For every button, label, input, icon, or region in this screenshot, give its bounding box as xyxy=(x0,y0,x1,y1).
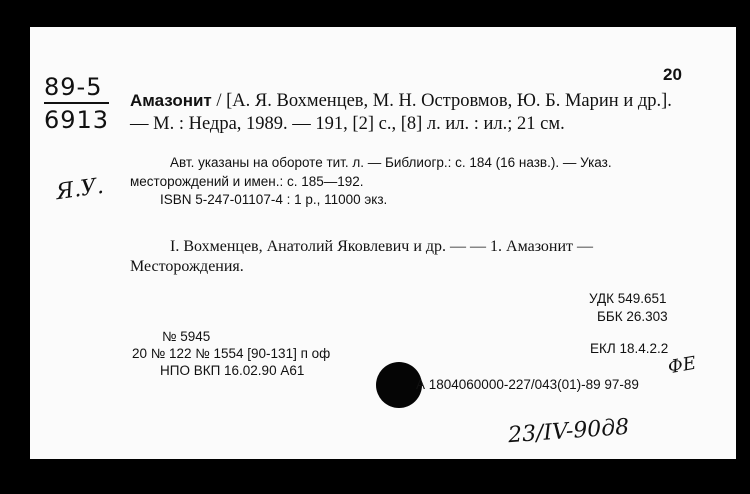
entry-description: / [А. Я. Вохменцев, М. Н. Островмов, Ю. Б. Марин и др.]. — М. : Недра, 1989. — 191, [2] с., [8] л. ил. : ил.; 21 см. xyxy=(130,91,672,134)
tracings-text: I. Вохменцев, Анатолий Яковлевич и др. — — 1. Амазонит — Месторождения. xyxy=(130,238,594,275)
handwritten-call-number xyxy=(44,75,109,132)
main-entry xyxy=(130,89,690,136)
notes-block xyxy=(130,153,695,191)
publisher-info: НПО ВКП 16.02.90 А61 xyxy=(160,363,305,378)
production-number: № 5945 xyxy=(162,329,211,344)
entry-title: Амазонит xyxy=(130,91,212,110)
catalog-card xyxy=(30,27,736,459)
handwritten-bottom-note: 23/IV-90д8 xyxy=(507,414,631,449)
call-number-line2: 6913 xyxy=(44,106,110,134)
udk-code: УДК 549.651 xyxy=(589,291,667,306)
ekl-code: ЕКЛ 18.4.2.2 xyxy=(590,341,669,356)
call-number-line1: 89-5 xyxy=(44,75,109,104)
isbn-line: ISBN 5-247-01107-4 : 1 р., 11000 экз. xyxy=(160,192,388,207)
handwritten-marginal-note: Я.У. xyxy=(54,173,106,206)
authors-bibliography-note: Авт. указаны на обороте тит. л. — Библиогр.: с. 184 (16 назв.). — Указ. месторождений и имен.: с. 185—192. xyxy=(130,155,612,189)
tracings xyxy=(130,237,695,277)
card-number: 20 xyxy=(663,65,682,84)
handwritten-corner-mark: ФЕ xyxy=(666,352,698,379)
classification-code: А 1804060000-227/043(01)-89 97-89 xyxy=(416,377,639,392)
production-order: 20 № 122 № 1554 [90-131] п оф xyxy=(132,346,331,361)
bbk-code: ББК 26.303 xyxy=(597,309,668,324)
